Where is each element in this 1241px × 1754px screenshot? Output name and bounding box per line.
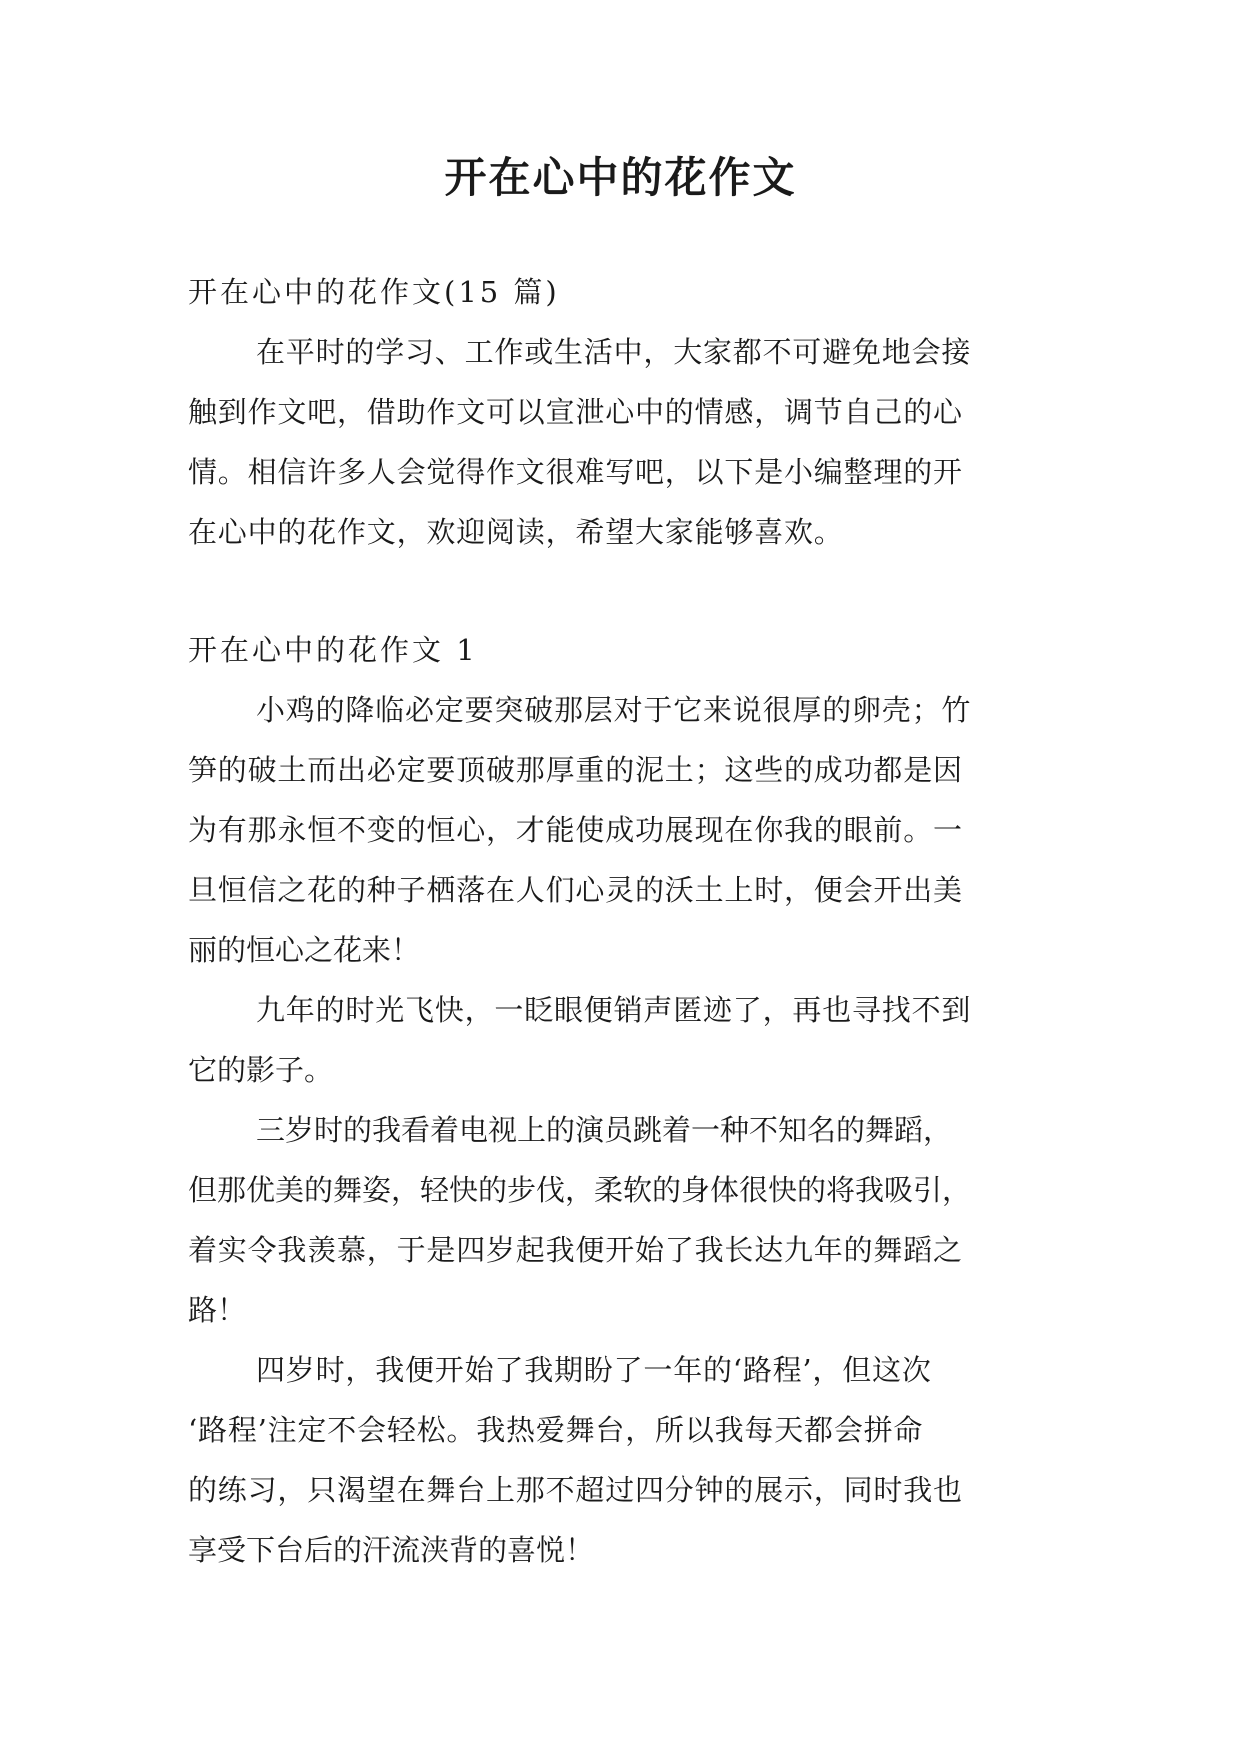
- text-line: ‘路程’注定不会轻松。我热爱舞台，所以我每天都会拼命: [188, 1413, 924, 1447]
- text-line: 它的影子。: [188, 1053, 334, 1087]
- intro-paragraph: [188, 322, 1056, 562]
- document-body: [188, 262, 1056, 1580]
- text-line: 着实令我羡慕，于是四岁起我便开始了我长达九年的舞蹈之: [188, 1233, 963, 1267]
- text-line: 四岁时，我便开始了我期盼了一年的‘路程’，但这次: [256, 1353, 932, 1387]
- section-spacer: [188, 562, 1056, 620]
- text-line: 九年的时光飞快，一眨眼便销声匿迹了，再也寻找不到: [256, 993, 972, 1027]
- essay-heading: 开在心中的花作文 1: [188, 633, 478, 667]
- text-line: 享受下台后的汗流浃背的喜悦！: [188, 1533, 595, 1567]
- text-line: 路！: [188, 1293, 247, 1327]
- text-line: 在心中的花作文，欢迎阅读，希望大家能够喜欢。: [188, 515, 844, 549]
- text-line: 三岁时的我看着电视上的演员跳着一种不知名的舞蹈，: [256, 1113, 953, 1147]
- text-line: 为有那永恒不变的恒心，才能使成功展现在你我的眼前。一: [188, 813, 963, 847]
- text-line: 但那优美的舞姿，轻快的步伐，柔软的身体很快的将我吸引，: [188, 1173, 972, 1207]
- text-line: 情。相信许多人会觉得作文很难写吧，以下是小编整理的开: [188, 455, 963, 489]
- essay-paragraph: [188, 1100, 1056, 1340]
- essay-paragraph: [188, 1340, 1056, 1580]
- text-line: 旦恒信之花的种子栖落在人们心灵的沃土上时，便会开出美: [188, 873, 963, 907]
- essay-paragraph: [188, 680, 1056, 980]
- text-line: 笋的破土而出必定要顶破那厚重的泥土；这些的成功都是因: [188, 753, 963, 787]
- text-line: 在平时的学习、工作或生活中，大家都不可避免地会接: [256, 335, 972, 369]
- text-line: 触到作文吧，借助作文可以宣泄心中的情感，调节自己的心: [188, 395, 963, 429]
- text-line: 的练习，只渴望在舞台上那不超过四分钟的展示，同时我也: [188, 1473, 963, 1507]
- text-line: 小鸡的降临必定要突破那层对于它来说很厚的卵壳；竹: [256, 693, 972, 727]
- document-title: 开在心中的花作文: [444, 153, 797, 202]
- essay-paragraph: [188, 980, 1056, 1100]
- text-line: 丽的恒心之花来！: [188, 933, 421, 967]
- intro-heading: 开在心中的花作文(15 篇): [188, 275, 560, 309]
